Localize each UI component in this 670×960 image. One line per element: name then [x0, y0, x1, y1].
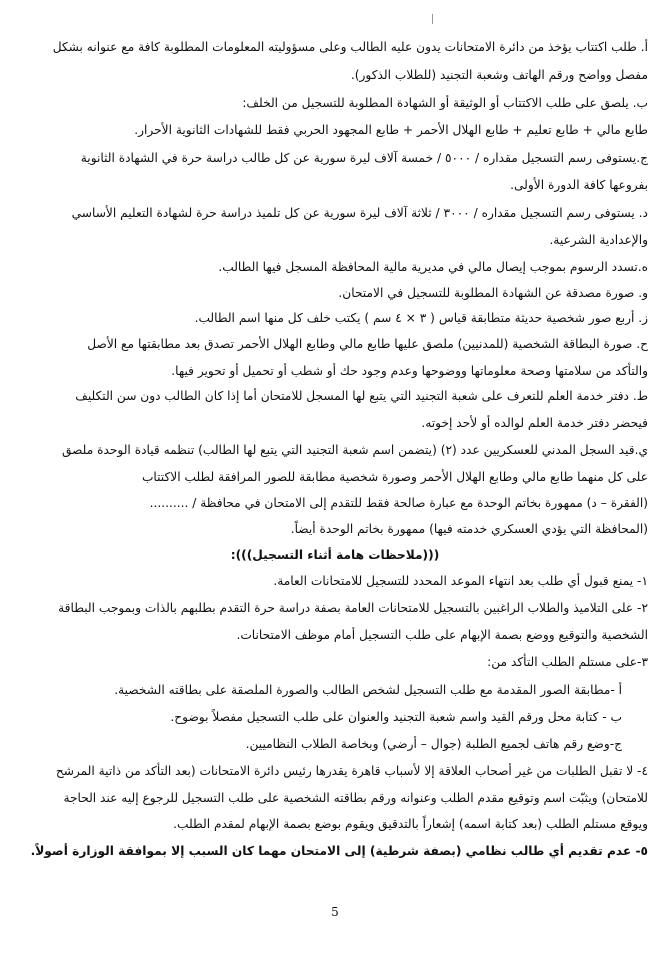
item-ya-line1: ي.قيد السجل المدني للعسكريين عدد (٢) (يتضمن اسم شعبة التجنيد التي يتبع لها الطالب) تنظمه قيادة الوحدة ملصق — [61, 443, 648, 457]
note-3-c: ج-وضع رقم هاتف لجميع الطلبة (جوال – أرضي) وبخاصة الطلاب النظاميين. — [245, 737, 622, 751]
item-h-line: ه.تسدد الرسوم بموجب إيصال مالي في مديرية مالية المحافظة المسجل فيها الطالب. — [218, 260, 648, 274]
note-3-a: أ -مطابقة الصور المقدمة مع طلب التسجيل لشخص الطالب والصورة الملصقة على بطاقته الشخصية. — [114, 683, 622, 697]
item-ha-line1: ح. صورة البطاقة الشخصية (للمدنيين) ملصق عليها طابع مالي وطابع الهلال الأحمر تصدق بعد مطابقتها مع الأصل — [87, 337, 648, 351]
note-4-line3: ويوقع مستلم الطلب (بعد كتابة اسمه) إشعاراً بالتدقيق ويقوم بوضع بصمة الإبهام لمقدم الطلب. — [173, 817, 648, 831]
item-w-line: و. صورة مصدقة عن الشهادة المطلوبة للتسجيل في الامتحان. — [338, 286, 648, 300]
item-c-line1: ج.يستوفى رسم التسجيل مقداره / ٥٠٠٠ / خمسة آلاف ليرة سورية عن كل طالب دراسة حرة في الشهادة الثانوية — [80, 151, 648, 165]
notes-heading: (((ملاحظات هامة أثناء التسجيل))): — [230, 548, 440, 562]
page-number: 5 — [331, 905, 339, 919]
item-b-line2: طابع مالي + طابع تعليم + طابع الهلال الأحمر + طابع المجهود الحربي فقط للشهادات الثانوية الأحرار. — [134, 123, 648, 137]
item-d-line1: د. يستوفى رسم التسجيل مقداره / ٣٠٠٠ / ثلاثة آلاف ليرة سورية عن كل تلميذ دراسة حرة لشهادة التعليم الأساسي — [71, 206, 648, 220]
note-2-line1: ٢- على التلاميذ والطلاب الراغبين بالتسجيل للامتحانات العامة بصفة دراسة حرة التقدم بطلبهم بالذات وبموجب البطاقة — [58, 601, 648, 615]
item-b-line1: ب. يلصق على طلب الاكتتاب أو الوثيقة أو الشهادة المطلوبة للتسجيل من الخلف: — [242, 96, 648, 110]
scan-mark — [432, 14, 433, 24]
item-z-line: ز. أربع صور شخصية حديثة متطابقة قياس ( ٣ × ٤ سم ) يكتب خلف كل منها اسم الطالب. — [194, 311, 648, 325]
note-2-line2: الشخصية والتوقيع ووضع بصمة الإبهام على طلب التسجيل أمام موظف الامتحانات. — [236, 628, 648, 642]
item-a-line2: مفصل وواضح ورقم الهاتف وشعبة التجنيد (للطلاب الذكور). — [350, 68, 648, 82]
note-4-line1: ٤- لا تقبل الطلبات من غير أصحاب العلاقة إلا لأسباب قاهرة يقدرها رئيس دائرة الامتحانات (بعد التأكد من ذاتية المرشح — [55, 764, 648, 778]
item-ya-line2: على كل منهما طابع مالي وطابع الهلال الأحمر وصورة شخصية مطابقة للصور المرافقة لطلب الاكتتاب — [141, 470, 648, 484]
note-4-line2: للامتحان) ويثبّت اسم وتوقيع مقدم الطلب وعنوانه ورقم بطاقته الشخصية على طلب التسجيل للرجوع إليه عند الحاجة — [63, 791, 648, 805]
note-3-heading: ٣-على مستلم الطلب التأكد من: — [487, 655, 648, 669]
item-a-line1: أ. طلب اكتتاب يؤخذ من دائرة الامتحانات يدون عليه الطالب وعلى مسؤوليته المعلومات المطلوبة كافة مع عنوانه بشكل — [52, 40, 648, 54]
item-c-line2: بفروعها كافة الدورة الأولى. — [510, 178, 648, 192]
note-3-b: ب - كتابة محل ورقم القيد واسم شعبة التجنيد والعنوان على طلب التسجيل مفصلاً بوضوح. — [170, 710, 622, 724]
item-ta-line2: فيحضر دفتر خدمة العلم لوالده أو لأحد إخوته. — [421, 416, 648, 430]
item-ta-line1: ط. دفتر خدمة العلم للتعرف على شعبة التجنيد التي يتبع لها المسجل للامتحان أما إذا كان الطالب دون سن التكليف — [75, 389, 648, 403]
item-ya-line4: (المحافظة التي يؤدي العسكري خدمته فيها) ممهورة بخاتم الوحدة أيضاً. — [290, 522, 648, 536]
item-ha-line2: والتأكد من سلامتها وصحة معلوماتها ووضوحها وعدم وجود حك أو شطب أو تحميل أو تحوير فيها. — [171, 364, 648, 378]
note-1: ١- يمنع قبول أي طلب بعد انتهاء الموعد المحدد للتسجيل للامتحانات العامة. — [273, 574, 648, 588]
note-5: ٥- عدم تقديم أي طالب نظامي (بصفة شرطية) إلى الامتحان مهما كان السبب إلا بموافقة الوزارة أصولاً. — [30, 844, 648, 858]
item-d-line2: والإعدادية الشرعية. — [549, 233, 648, 247]
item-ya-line3: (الفقرة – د) ممهورة بخاتم الوحدة مع عبارة صالحة فقط للتقدم إلى الامتحان في محافظة / .......... — [149, 496, 648, 510]
